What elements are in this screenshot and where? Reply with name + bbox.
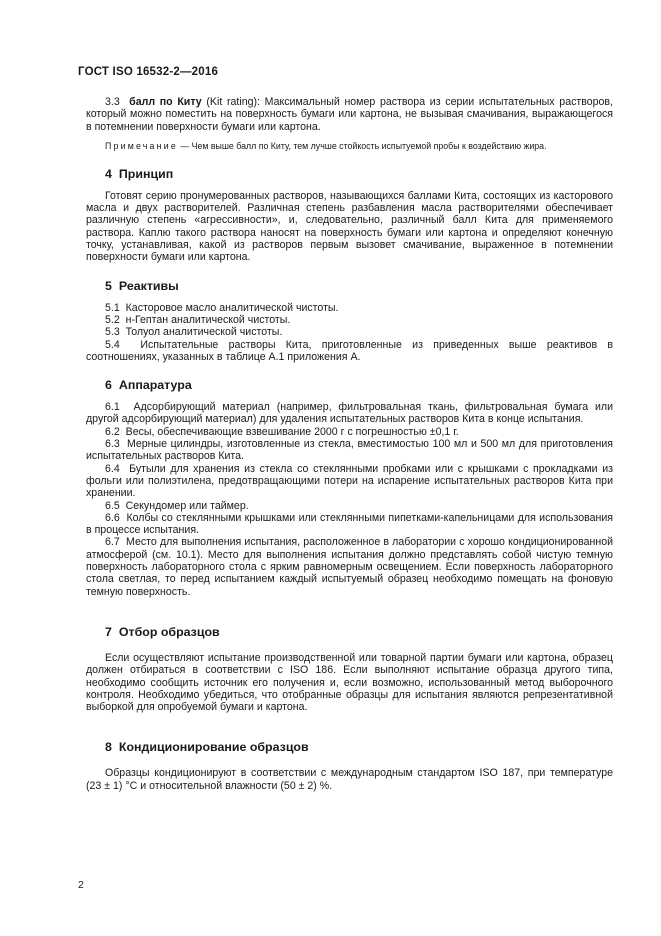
item-number: 5.3 — [105, 326, 120, 339]
item-text: Касторовое масло аналитической чистоты. — [125, 301, 339, 314]
item-number: 5.2 — [105, 313, 120, 326]
item-number: 6.4 — [105, 462, 120, 475]
item-text: Секундомер или таймер. — [125, 499, 249, 512]
clause-3-3 — [86, 96, 613, 133]
item-number: 6.6 — [105, 511, 120, 524]
section-heading-5 — [86, 279, 613, 293]
document-body — [86, 96, 613, 792]
list-item — [86, 463, 613, 500]
list-item — [86, 426, 613, 438]
list-item — [86, 438, 613, 463]
section-heading-4 — [86, 167, 613, 181]
section-title: Аппаратура — [118, 378, 192, 393]
page-number: 2 — [78, 879, 84, 891]
section-number: 7 — [105, 624, 112, 639]
list-item — [86, 512, 613, 537]
section-number: 5 — [105, 278, 112, 293]
list-item — [86, 536, 613, 597]
item-number: 6.3 — [105, 438, 120, 451]
clause-number: 3.3 — [105, 96, 120, 108]
section-4-text: Готовят серию пронумерованных растворов, называющихся баллами Кита, состоящих из касторового масла и двух растворителей. Различная степень разбавления масла растворителями обеспечивает различную степень «агрессивности», и, следовательно, различный балл Кита для применяемого раствора. Каплю такого раствора наносят на поверхность бумаги или картона и определяют конечную точку, устанавливая, какой из растворов первым вызовет смачивание, выраженное в потемнении поверхности бумаги или картона. — [86, 189, 613, 264]
list-item — [86, 500, 613, 512]
section-number: 4 — [105, 166, 112, 181]
list-item — [86, 314, 613, 326]
list-item — [86, 339, 613, 364]
item-number: 6.1 — [105, 401, 120, 414]
section-title: Реактивы — [118, 278, 179, 293]
item-number: 6.7 — [105, 536, 120, 549]
item-text: Испытательные растворы Кита, приготовленные из приведенных выше реактивов в соотношениях, указанных в таблице А.1 приложения А. — [86, 338, 614, 363]
clause-definition: (Kit rating): Максимальный номер раствора из серии испытательных растворов, который можно поместить на поверхность бумаги или картона, не вызывая смачивания, выражающегося в потемнении поверхности бумаги или картона. — [86, 96, 613, 133]
item-text: н-Гептан аналитической чистоты. — [125, 313, 291, 326]
item-text: Адсорбирующий материал (например, фильтровальная ткань, фильтровальная бумага или другой адсорбирующий материал) для удаления испытательных растворов Кита в конце испытания. — [86, 401, 613, 426]
item-text: Бутыли для хранения из стекла со стеклянными пробками или с крышками с прокладками из фольги или полиэтилена, предотвращающими потери на испарение испытательных растворов Кита при хранении. — [86, 462, 613, 500]
item-number: 6.5 — [105, 499, 120, 512]
item-number: 6.2 — [105, 425, 120, 438]
section-heading-6 — [86, 378, 613, 392]
list-item — [86, 326, 613, 338]
item-text: Мерные цилиндры, изготовленные из стекла, вместимостью 100 мл и 500 мл для приготовления испытательных растворов Кита. — [86, 438, 613, 463]
item-text: Весы, обеспечивающие взвешивание 2000 г с погрешностью ±0,1 г. — [125, 425, 459, 438]
section-title: Отбор образцов — [118, 624, 220, 639]
document-header: ГОСТ ISO 16532-2—2016 — [78, 66, 219, 78]
clause-term: балл по Киту — [129, 96, 202, 108]
section-number: 8 — [105, 740, 112, 755]
item-text: Место для выполнения испытания, расположенное в лаборатории с хорошо кондиционированной атмосферой (см. 10.1). Место для выполнения испытания должно представлять собой чистую темную поверхность лабораторного стола с ярким равномерным освещением. Если поверхность лабораторного стола светлая, то перед испытанием каждый испытуемый образец необходимо помещать на фоновую темную поверхность. — [86, 536, 613, 598]
section-number: 6 — [105, 378, 112, 393]
item-number: 5.1 — [105, 301, 120, 314]
section-7-text: Если осуществляют испытание производственной или товарной партии бумаги или картона, образец должен отбираться в соответствии с ISO 186. Если выполняют испытание образца другого типа, необходимо сообщить источник его получения и, если возможно, использованный метод выборочного контроля. Необходимо убедиться, что отобранные образцы для испытания являются репрезентативной выборкой для опробуемой бумаги и картона. — [86, 651, 613, 714]
note-label: Примечание — [105, 140, 178, 151]
section-title: Кондиционирование образцов — [118, 740, 309, 755]
section-8-text: Образцы кондиционируют в соответствии с международным стандартом ISO 187, при температуре (23 ± 1) °С и относительной влажности (50 ± 2) %. — [86, 767, 613, 792]
item-number: 5.4 — [105, 338, 120, 351]
section-heading-8 — [86, 740, 613, 754]
clause-note — [86, 141, 613, 152]
note-text: — Чем выше балл по Киту, тем лучше стойкость испытуемой пробы к воздействию жира. — [180, 140, 547, 151]
item-text: Толуол аналитической чистоты. — [125, 326, 283, 339]
list-item — [86, 302, 613, 314]
section-heading-7 — [86, 625, 613, 639]
item-text: Колбы со стеклянными крышками или стеклянными пипетками-капельницами для использования в процессе испытания. — [86, 511, 614, 537]
list-item — [86, 401, 613, 426]
section-title: Принцип — [118, 166, 174, 181]
